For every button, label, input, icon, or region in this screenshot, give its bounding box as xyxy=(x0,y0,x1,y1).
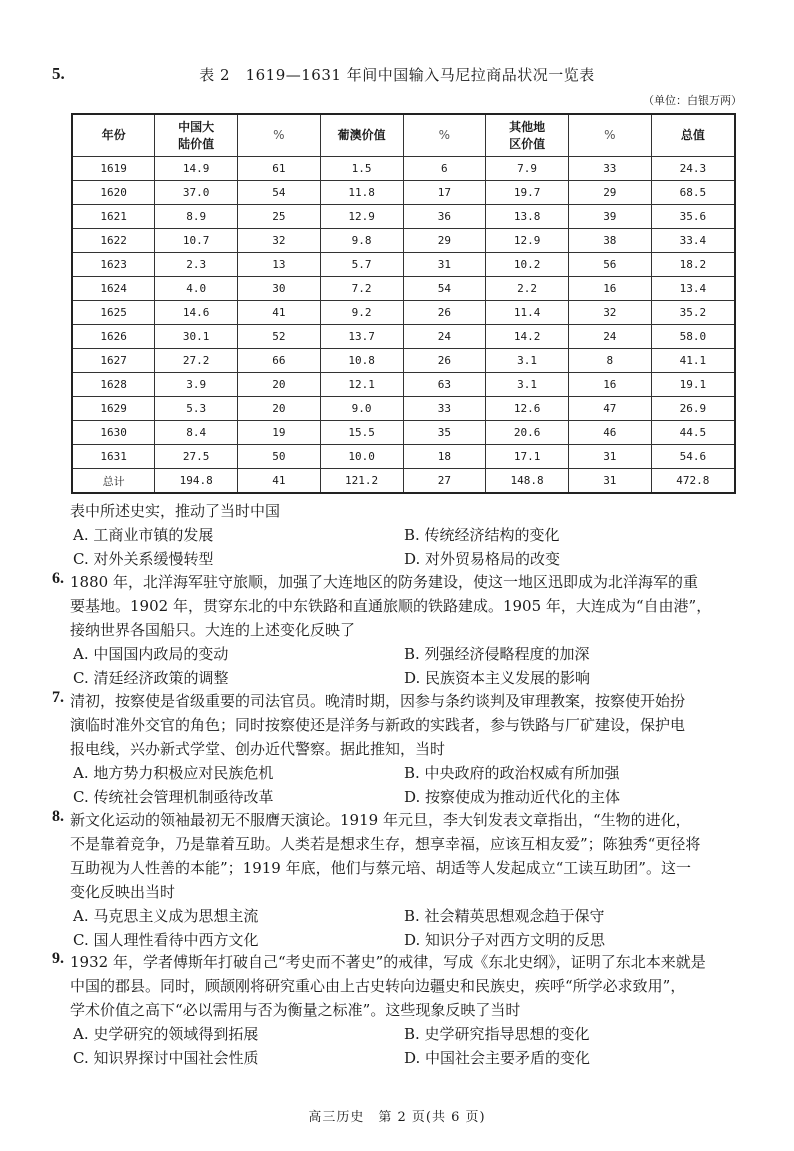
header-other-value: 其他地 区价值 xyxy=(486,114,569,157)
table-cell: 39 xyxy=(568,205,651,229)
table-cell: 3.1 xyxy=(486,349,569,373)
question-stem-line: 不是靠着竞争，乃是靠着互助。人类若是想求生存，想享幸福，应该互相友爱”；陈独秀“更径将 xyxy=(70,835,701,853)
table-cell: 56 xyxy=(568,253,651,277)
table-cell: 37.0 xyxy=(155,181,238,205)
table-cell: 12.9 xyxy=(320,205,403,229)
table-cell: 1627 xyxy=(72,349,155,373)
table-cell: 68.5 xyxy=(651,181,735,205)
table-cell: 20 xyxy=(238,373,321,397)
table-cell: 14.9 xyxy=(155,157,238,181)
table-cell: 33.4 xyxy=(651,229,735,253)
table-cell: 16 xyxy=(568,277,651,301)
option-a[interactable]: A. 中国国内政局的变动 xyxy=(73,645,229,663)
header-macao-value: 葡澳价值 xyxy=(320,114,403,157)
table-cell: 13 xyxy=(238,253,321,277)
table-cell: 19.7 xyxy=(486,181,569,205)
table-cell: 2.2 xyxy=(486,277,569,301)
table-cell: 8 xyxy=(568,349,651,373)
table-cell: 38 xyxy=(568,229,651,253)
option-d[interactable]: D. 知识分子对西方文明的反思 xyxy=(404,931,606,949)
table-row xyxy=(72,229,735,253)
table-cell: 50 xyxy=(238,445,321,469)
table-cell: 7.2 xyxy=(320,277,403,301)
table-cell: 31 xyxy=(403,253,486,277)
option-a[interactable]: A. 马克思主义成为思想主流 xyxy=(73,907,259,925)
table-cell: 26 xyxy=(403,349,486,373)
option-b[interactable]: B. 社会精英思想观念趋于保守 xyxy=(404,907,605,925)
table-cell: 148.8 xyxy=(486,469,569,494)
table-cell: 12.1 xyxy=(320,373,403,397)
question-stem-line: 中国的郡县。同时，顾颉刚将研究重心由上古史转向边疆史和民族史，疾呼“所学必求致用”， xyxy=(70,977,686,995)
table-cell: 52 xyxy=(238,325,321,349)
table-cell: 27.5 xyxy=(155,445,238,469)
page-footer: 高三历史 第 2 页(共 6 页) xyxy=(308,1110,486,1125)
table-row xyxy=(72,205,735,229)
header-percent: % xyxy=(403,114,486,157)
table-cell: 6 xyxy=(403,157,486,181)
table-cell: 18 xyxy=(403,445,486,469)
table-cell: 2.3 xyxy=(155,253,238,277)
table-cell: 16 xyxy=(568,373,651,397)
option-c[interactable]: C. 国人理性看待中西方文化 xyxy=(73,931,259,949)
table-cell: 1631 xyxy=(72,445,155,469)
table-cell: 1619 xyxy=(72,157,155,181)
table-cell: 31 xyxy=(568,469,651,494)
table-cell: 31 xyxy=(568,445,651,469)
table-cell: 41 xyxy=(238,301,321,325)
table-cell: 33 xyxy=(403,397,486,421)
table-cell: 5.7 xyxy=(320,253,403,277)
table-cell: 32 xyxy=(568,301,651,325)
table-cell: 1621 xyxy=(72,205,155,229)
question-stem-line: 要基地。1902 年，贯穿东北的中东铁路和直通旅顺的铁路建成。1905 年，大连成为“自由港”， xyxy=(70,597,712,615)
option-a[interactable]: A. 工商业市镇的发展 xyxy=(73,526,214,544)
header-year: 年份 xyxy=(72,114,155,157)
table-title: 表 2 1619—1631 年间中国输入马尼拉商品状况一览表 xyxy=(199,66,595,84)
question-stem-line: 1932 年，学者傅斯年打破自己“考史而不著史”的戒律，写成《东北史纲》，证明了东北本来就是 xyxy=(70,953,706,971)
question-stem-line: 报电线，兴办新式学堂、创办近代警察。据此推知，当时 xyxy=(70,740,446,758)
question-stem-line: 学术价值之高下“必以需用与否为衡量之标准”。这些现象反映了当时 xyxy=(70,1001,521,1019)
table-total-row xyxy=(72,469,735,494)
table-cell: 41.1 xyxy=(651,349,735,373)
table-cell: 26.9 xyxy=(651,397,735,421)
table-cell: 8.9 xyxy=(155,205,238,229)
table-cell: 9.0 xyxy=(320,397,403,421)
table-cell: 20 xyxy=(238,397,321,421)
table-cell: 54 xyxy=(238,181,321,205)
question-stem-line: 互助视为人性善的本能”；1919 年底，他们与蔡元培、胡适等人发起成立“工读互助团”。这一 xyxy=(70,859,691,877)
table-row xyxy=(72,349,735,373)
table-cell: 20.6 xyxy=(486,421,569,445)
table-cell: 10.8 xyxy=(320,349,403,373)
question-number: 8. xyxy=(52,808,64,825)
option-b[interactable]: B. 史学研究指导思想的变化 xyxy=(404,1025,590,1043)
header-mainland-value: 中国大 陆价值 xyxy=(155,114,238,157)
table-cell: 35.2 xyxy=(651,301,735,325)
table-cell: 29 xyxy=(568,181,651,205)
table-cell: 24 xyxy=(568,325,651,349)
table-cell: 27 xyxy=(403,469,486,494)
table-cell: 14.2 xyxy=(486,325,569,349)
header-total: 总值 xyxy=(651,114,735,157)
option-b[interactable]: B. 传统经济结构的变化 xyxy=(404,526,560,544)
question-stem-line: 接纳世界各国船只。大连的上述变化反映了 xyxy=(70,621,356,639)
table-row xyxy=(72,157,735,181)
table-cell: 11.8 xyxy=(320,181,403,205)
table-cell: 8.4 xyxy=(155,421,238,445)
table-cell: 9.2 xyxy=(320,301,403,325)
table-cell: 15.5 xyxy=(320,421,403,445)
table-cell: 25 xyxy=(238,205,321,229)
table-cell: 1623 xyxy=(72,253,155,277)
table-cell: 41 xyxy=(238,469,321,494)
table-cell: 18.2 xyxy=(651,253,735,277)
table-cell: 1628 xyxy=(72,373,155,397)
option-d[interactable]: D. 民族资本主义发展的影响 xyxy=(404,669,591,687)
table-cell: 1625 xyxy=(72,301,155,325)
header-percent: % xyxy=(238,114,321,157)
option-c[interactable]: C. 对外关系缓慢转型 xyxy=(73,550,214,568)
table-cell: 12.6 xyxy=(486,397,569,421)
table-row xyxy=(72,325,735,349)
header-percent: % xyxy=(568,114,651,157)
table-cell: 19.1 xyxy=(651,373,735,397)
table-cell: 36 xyxy=(403,205,486,229)
table-header-row xyxy=(72,114,735,157)
table-cell: 10.0 xyxy=(320,445,403,469)
table-row xyxy=(72,397,735,421)
table-cell: 1629 xyxy=(72,397,155,421)
table-cell: 1630 xyxy=(72,421,155,445)
option-a[interactable]: A. 地方势力积极应对民族危机 xyxy=(73,764,274,782)
question-stem: 表中所述史实，推动了当时中国 xyxy=(70,502,281,520)
table-row xyxy=(72,421,735,445)
table-cell: 19 xyxy=(238,421,321,445)
table-cell: 3.9 xyxy=(155,373,238,397)
option-a[interactable]: A. 史学研究的领域得到拓展 xyxy=(73,1025,259,1043)
table-cell: 30 xyxy=(238,277,321,301)
table-cell: 194.8 xyxy=(155,469,238,494)
table-cell: 1620 xyxy=(72,181,155,205)
table-cell: 35 xyxy=(403,421,486,445)
table-cell: 1622 xyxy=(72,229,155,253)
option-b[interactable]: B. 列强经济侵略程度的加深 xyxy=(404,645,590,663)
option-c[interactable]: C. 清廷经济政策的调整 xyxy=(73,669,229,687)
table-cell: 17.1 xyxy=(486,445,569,469)
table-cell: 10.2 xyxy=(486,253,569,277)
table-cell: 24.3 xyxy=(651,157,735,181)
table-cell: 9.8 xyxy=(320,229,403,253)
option-b[interactable]: B. 中央政府的政治权威有所加强 xyxy=(404,764,620,782)
table-cell: 66 xyxy=(238,349,321,373)
table-cell: 30.1 xyxy=(155,325,238,349)
table-row xyxy=(72,301,735,325)
table-cell: 32 xyxy=(238,229,321,253)
table-row xyxy=(72,373,735,397)
table-row xyxy=(72,253,735,277)
table-cell: 33 xyxy=(568,157,651,181)
table-cell: 12.9 xyxy=(486,229,569,253)
table-cell: 27.2 xyxy=(155,349,238,373)
table-cell: 1626 xyxy=(72,325,155,349)
option-c[interactable]: C. 传统社会管理机制亟待改革 xyxy=(73,788,274,806)
option-d[interactable]: D. 对外贸易格局的改变 xyxy=(404,550,561,568)
table-row xyxy=(72,181,735,205)
table-cell: 472.8 xyxy=(651,469,735,494)
table-cell: 54 xyxy=(403,277,486,301)
table-cell: 47 xyxy=(568,397,651,421)
question-stem-line: 1880 年，北洋海军驻守旅顺，加强了大连地区的防务建设，使这一地区迅即成为北洋海军的重 xyxy=(70,573,698,591)
table-cell: 35.6 xyxy=(651,205,735,229)
question-number: 5. xyxy=(52,64,65,83)
table-cell: 26 xyxy=(403,301,486,325)
table-cell: 63 xyxy=(403,373,486,397)
table-cell: 7.9 xyxy=(486,157,569,181)
table-cell: 3.1 xyxy=(486,373,569,397)
table-row xyxy=(72,445,735,469)
table-cell: 4.0 xyxy=(155,277,238,301)
question-stem-line: 变化反映出当时 xyxy=(70,883,176,901)
table-cell: 11.4 xyxy=(486,301,569,325)
table-cell: 1.5 xyxy=(320,157,403,181)
table-cell: 17 xyxy=(403,181,486,205)
option-d[interactable]: D. 中国社会主要矛盾的变化 xyxy=(404,1049,591,1067)
question-number: 7. xyxy=(52,689,64,706)
table-row xyxy=(72,277,735,301)
import-value-table xyxy=(71,113,736,494)
table-unit: （单位：白银万两） xyxy=(643,94,742,107)
table-cell: 46 xyxy=(568,421,651,445)
question-number: 9. xyxy=(52,950,64,967)
table-cell: 58.0 xyxy=(651,325,735,349)
table-cell: 61 xyxy=(238,157,321,181)
table-cell: 13.7 xyxy=(320,325,403,349)
table-cell: 1624 xyxy=(72,277,155,301)
option-d[interactable]: D. 按察使成为推动近代化的主体 xyxy=(404,788,621,806)
table-cell: 44.5 xyxy=(651,421,735,445)
question-stem-line: 新文化运动的领袖最初无不服膺天演论。1919 年元旦，李大钊发表文章指出，“生物的进化， xyxy=(70,811,691,829)
option-c[interactable]: C. 知识界探讨中国社会性质 xyxy=(73,1049,259,1067)
table-cell: 29 xyxy=(403,229,486,253)
table-cell: 54.6 xyxy=(651,445,735,469)
question-stem-line: 演临时准外交官的角色；同时按察使还是洋务与新政的实践者，参与铁路与厂矿建设，保护电 xyxy=(70,716,686,734)
table-cell: 10.7 xyxy=(155,229,238,253)
question-number: 6. xyxy=(52,570,64,587)
table-cell: 13.8 xyxy=(486,205,569,229)
table-cell: 24 xyxy=(403,325,486,349)
table-cell: 5.3 xyxy=(155,397,238,421)
table-cell: 13.4 xyxy=(651,277,735,301)
table-cell: 总计 xyxy=(72,469,155,494)
table-cell: 121.2 xyxy=(320,469,403,494)
table-cell: 14.6 xyxy=(155,301,238,325)
question-stem-line: 清初，按察使是省级重要的司法官员。晚清时期，因参与条约谈判及审理教案，按察使开始扮 xyxy=(70,692,686,710)
